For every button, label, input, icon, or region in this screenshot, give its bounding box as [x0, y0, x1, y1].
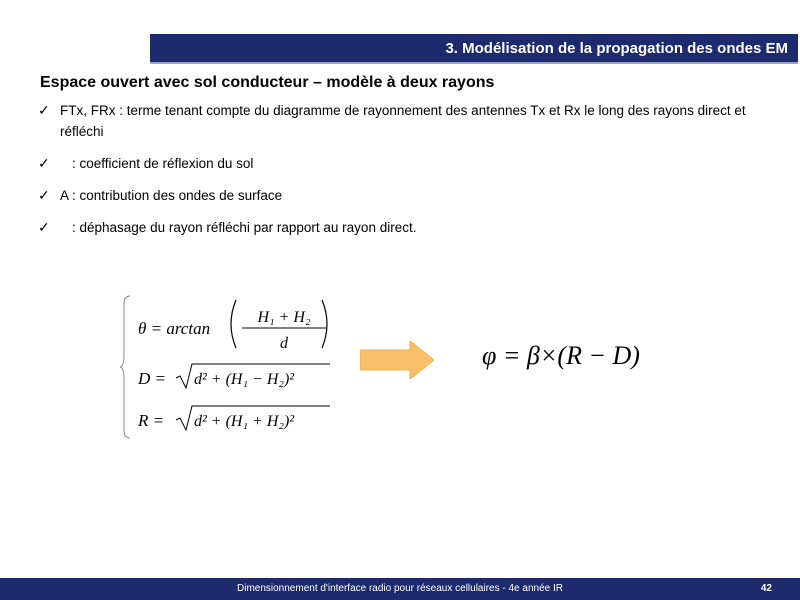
bullet-item: [38, 153, 778, 174]
checkmark-icon: ✓: [38, 155, 50, 171]
right-paren-icon: [322, 300, 327, 348]
checkmark-icon: ✓: [38, 219, 50, 235]
page-number: 42: [760, 583, 772, 594]
bullet-text: A : contribution des ondes de surface: [60, 188, 283, 203]
bullet-list: [38, 100, 778, 249]
d-radicand: d² + (H₁ − H₂)²: [194, 371, 295, 388]
checkmark-icon: ✓: [38, 102, 50, 118]
r-radicand: d² + (H₁ + H₂)²: [194, 413, 295, 430]
equation-system: [120, 292, 350, 442]
phi-equation-text: φ = β×(R − D): [482, 341, 640, 370]
slide-section-title: 3. Modélisation de la propagation des ondes EM: [445, 39, 788, 57]
checkmark-icon: ✓: [38, 187, 50, 203]
bullet-text: : déphasage du rayon réfléchi par rapport au rayon direct.: [72, 220, 417, 235]
footer-course-title: Dimensionnement d'interface radio pour réseaux cellulaires - 4e année IR: [237, 583, 563, 594]
phase-equation: [478, 330, 678, 380]
left-brace-icon: [120, 296, 130, 438]
theta-lhs: θ = arctan: [138, 319, 211, 338]
right-arrow-icon: [360, 341, 434, 379]
bullet-text: : coefficient de réflexion du sol: [72, 156, 254, 171]
bullet-text: FTx, FRx : terme tenant compte du diagramme de rayonnement des antennes Tx et Rx le long des rayons direct et réfléchi: [60, 103, 746, 139]
arrow-shape: [360, 341, 434, 379]
bullet-item: [38, 185, 778, 206]
left-paren-icon: [231, 300, 236, 348]
d-lhs: D =: [138, 369, 166, 388]
theta-denominator: d: [280, 335, 288, 352]
bullet-item: [38, 100, 778, 142]
slide-section-title-bar: [150, 34, 798, 62]
theta-numerator: H₁ + H₂: [257, 309, 311, 326]
slide-subtitle: Espace ouvert avec sol conducteur – modèle à deux rayons: [40, 74, 495, 91]
footer-bar: [0, 578, 800, 600]
bullet-item: [38, 217, 778, 238]
header-divider: [150, 62, 798, 64]
r-lhs: R =: [138, 411, 165, 430]
